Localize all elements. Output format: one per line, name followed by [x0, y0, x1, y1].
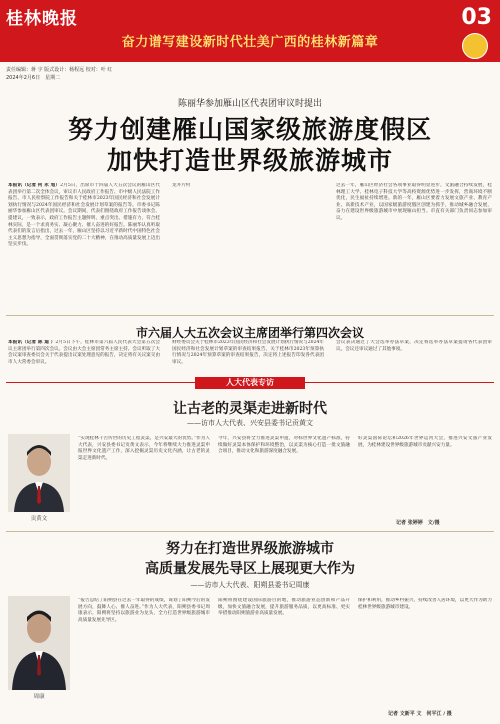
lead-column-1	[8, 183, 160, 310]
story2-column-1	[8, 340, 160, 374]
lead-col1-text: 2月5日，出席市十四届人大五次会议的雁山区代表团举行第二次全体会议，审议市人民政府工作报告、市中级人民法院工作报告、市人民检察院工作报告和关于桂林市2023年国民经济和社会发展计划执行情况与2024年国民经济和社会发展计划草案的报告等。市委书记陈丽华参加雁山区代表团审议。会议期间，代表们围绕政府工作报告谈体会、提建议，一致表示，政府工作报告主题鲜明、重点突出、措施有力，符合桂林实际，是一个求真务实、凝心聚力、催人奋进的好报告。陈丽华认真听取代表们的发言后指出，过去一年，雁山区坚持以习近平新时代中国特色社会主义思想为指导，全面贯彻落实党的二十大精神，在推动高质量发展上迈出坚实步伐。	[8, 183, 160, 248]
story2-col1-text: 2月5日下午，桂林市第六届人民代表大会第五次会议主席团举行第四次会议。会议由大会主席团常务主席主持。会议听取了大会议案审查委员会关于代表提出议案处理意见的报告，决定将有关议案交由市人大常委会审议。	[8, 340, 160, 365]
portrait-photo	[8, 434, 70, 512]
portrait-illustration	[8, 434, 70, 512]
interview2-column-3: 保护和利用，推动乡村振兴，持续改善人居环境，以更大作为助力桂林世界级旅游城市建设。	[358, 598, 492, 610]
lead-headline-line1: 努力创建雁山国家级旅游度假区	[67, 115, 432, 144]
lead-column-3: 过去一年，雁山区经济社会各项事业取得明显进步，文旅融合持续发展，桂林理工大学、桂林电子科技大学等高校资源优势进一步发挥，营商环境不断优化，民生福祉持续增进。新的一年，雁山区要着力发展文旅产业、教育产业、高新技术产业，以国家级旅游度假区创建为抓手，推动城乡融合发展，奋力在建设世界级旅游城市中展现雁山担当。市直有关部门负责同志参加审议。	[336, 183, 492, 221]
interview2-photo-caption: 周康	[33, 694, 45, 700]
divider	[6, 315, 494, 316]
interview1-photo-caption: 贡黄文	[30, 516, 48, 522]
emblem-icon	[462, 33, 488, 59]
section-label: 人大代表专访	[195, 377, 305, 389]
interview1-title: 让古老的灵渠走进新时代	[173, 401, 327, 417]
interview2-title-line1: 努力在打造世界级旅游城市	[166, 541, 334, 557]
interview1-byline: ——访市人大代表、兴安县委书记贡黄文	[187, 419, 313, 427]
lead-headline-line2: 加快打造世界级旅游城市	[106, 146, 393, 175]
page-slogan: 奋力谱写建设新时代壮美广西的桂林新篇章	[121, 35, 379, 50]
interview1-column-3: 好灵渠国际论坛和2026年世界运河大会，推进兴安文旅产业发展，为桂林建设世界级旅游城市贡献兴安力量。	[358, 436, 492, 448]
interview2-column-1: “报告总结了阳朔县在过去一年取得的成绩，谋划了阳朔今后的发展方向，鼓舞人心、催人奋进。”作为人大代表，阳朔县委书记周康表示，阳朔将坚持以旅游业为龙头，全力打造世界级旅游城市高质量发展先导区。	[78, 598, 210, 623]
lead-subhead: 陈丽华参加雁山区代表团审议时提出	[177, 99, 322, 109]
story2-headline: 市六届人大五次会议主席团举行第四次会议	[135, 326, 364, 340]
divider	[6, 531, 494, 532]
editor-line: 责任编辑：蒋 宇 版式设计：杨程远 校对：叶 红	[6, 67, 113, 73]
date-line: 2024年2月6日 星期二	[6, 75, 61, 81]
interview2-title-line2: 高质量发展先导区上展现更大作为	[145, 561, 355, 577]
page-number: 03	[461, 5, 492, 30]
portrait-photo	[8, 596, 70, 690]
story2-dateline: 本报讯（记者 陈 迪 ）	[8, 340, 56, 345]
masthead	[0, 0, 500, 62]
interview1-credit: 记者 张婷婷 文/摄	[396, 520, 440, 526]
interview2-column-2: 阳朔将围绕建设国际旅游目的地，推动旅游业态创新和产品升级，加快文旅融合发展，提升旅游服务品质，以更高标准、更实举措推动阳朔旅游业高质量发展。	[218, 598, 350, 617]
interview1-column-2: 今年，兴安县将全力推进灵渠申遗，对标世界文化遗产标准，持续做好灵渠本体保护和环境整治，以灵渠为核心打造一批文旅融合项目，推动文化和旅游深度融合发展。	[218, 436, 350, 455]
portrait-illustration	[8, 596, 70, 690]
interview1-column-1: “实现桂林千古传世的历史工程灵渠，是兴安最大的优势。”作为人大代表，兴安县委书记贡黄文表示，今年将继续大力推进灵渠申报世界文化遗产工作，深入挖掘灵渠历史文化内涵，让古老的灵渠走进新时代。	[78, 436, 210, 461]
story2-column-2: 财经委员会关于桂林市2023年国民经济和社会发展计划执行情况与2024年国民经济和社会发展计划草案的审查结果报告、关于桂林市2023年预算执行情况与2024年预算草案的审查结果报告，决定将上述报告印发各代表团审议。	[172, 340, 324, 365]
newspaper-logo: 桂林晚报	[6, 9, 78, 29]
lead-column-2: 龙井片村	[172, 183, 191, 188]
story2-column-3: 会议表决通过了大会选举办法草案，决定将选举办法草案提请各代表团审议。会议还审议通过了其他事项。	[336, 340, 492, 352]
interview2-credit: 记者 文新平 文 何平江 / 摄	[388, 711, 452, 717]
lead-dateline: 本报讯（记者 何 永 旭）	[8, 183, 61, 188]
interview2-byline: ——访市人大代表、阳朔县委书记周康	[190, 581, 310, 589]
